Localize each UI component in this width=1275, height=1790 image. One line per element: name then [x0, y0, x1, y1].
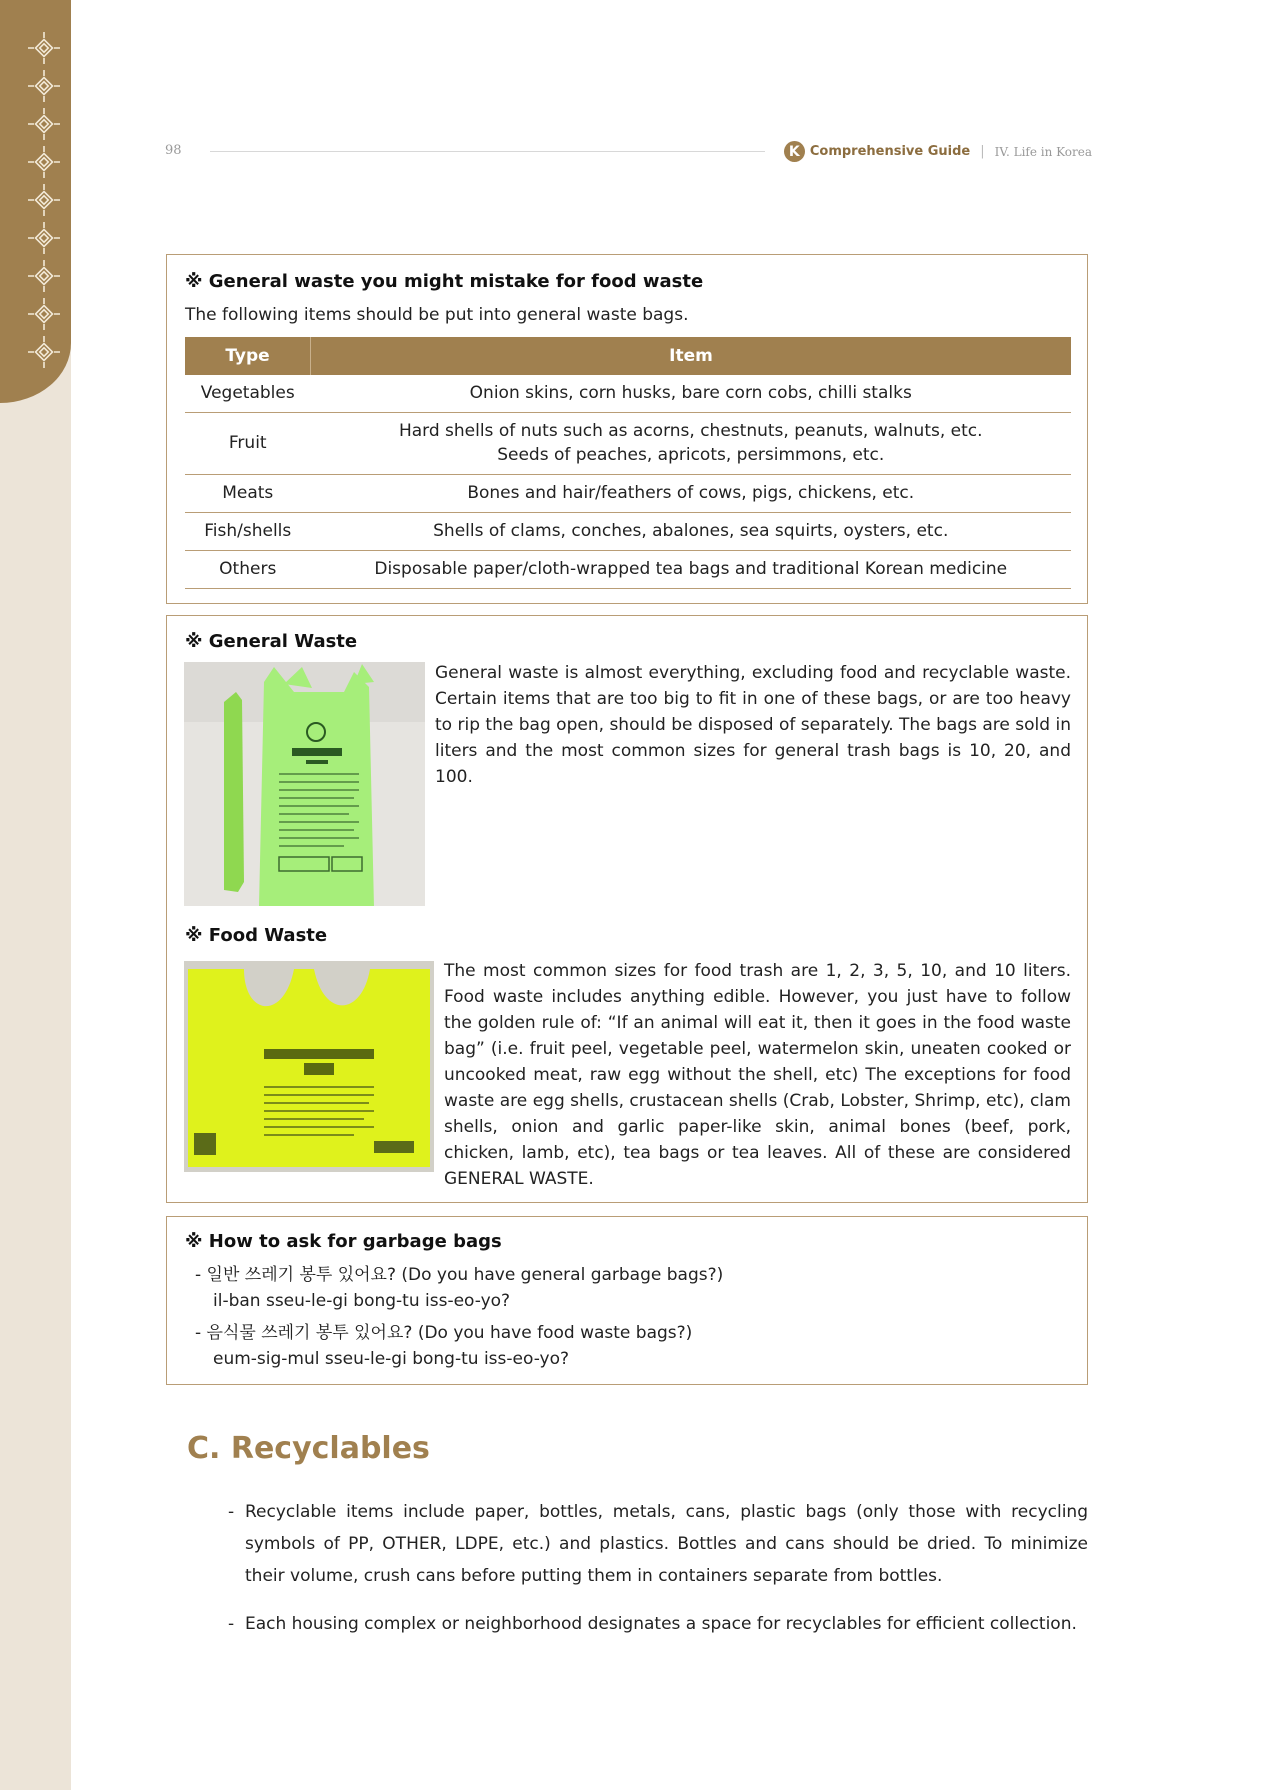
cell-type: Meats	[185, 474, 311, 512]
header-rule	[210, 151, 765, 152]
box-title: ※ General waste you might mistake for food waste	[185, 271, 704, 292]
ornament-icon	[24, 220, 64, 256]
table-row	[185, 412, 1071, 474]
general-waste-text: General waste is almost everything, excluding food and recyclable waste. Certain items that are too big to fit in one of these bags, or are too heavy to rip the bag open, should be disposed of separately. The bags are sold in liters and the most common sizes for general trash bags is 10, 20, and 100.	[435, 663, 1071, 787]
recycle-bullet	[228, 1496, 1088, 1592]
cell-item	[311, 412, 1072, 474]
sidebar-band	[0, 0, 71, 1790]
ornament-icon	[24, 106, 64, 142]
table-header-row	[185, 337, 1071, 375]
ornament-icon	[24, 68, 64, 104]
waste-table	[185, 337, 1071, 589]
food-bag-illustration	[184, 961, 434, 1172]
page-number: 98	[165, 143, 182, 158]
general-waste-bag-photo	[184, 662, 425, 906]
ornament-icon	[24, 144, 64, 180]
general-bag-illustration	[184, 662, 425, 906]
header-separator: |	[980, 144, 985, 159]
cell-type: Others	[185, 550, 311, 588]
cell-type: Fish/shells	[185, 512, 311, 550]
cell-item: Onion skins, corn husks, bare corn cobs, chilli stalks	[311, 375, 1072, 412]
general-waste-title: ※ General Waste	[185, 631, 358, 652]
waste-types-box	[166, 615, 1088, 1203]
bullet-text: Recyclable items include paper, bottles, metals, cans, plastic bags (only those with recycling symbols of PP, OTHER, LDPE, etc.) and plastics. Bottles and cans should be dried. To minimize their volume, crush cans before putting them in containers separate from bottles.	[245, 1502, 1088, 1586]
ornament-icon	[24, 182, 64, 218]
food-waste-title: ※ Food Waste	[185, 925, 328, 946]
cell-item: Shells of clams, conches, abalones, sea squirts, oysters, etc.	[311, 512, 1072, 550]
question-korean: - 음식물 쓰레기 봉투 있어요? (Do you have food waste bags?)	[195, 1323, 693, 1343]
table-row	[185, 474, 1071, 512]
cell-item-line: Seeds of peaches, apricots, persimmons, etc.	[497, 445, 885, 465]
question-romanized: il-ban sseu-le-gi bong-tu iss-eo-yo?	[213, 1291, 511, 1311]
sidebar-ornament-panel	[0, 0, 71, 403]
bullet-text: Each housing complex or neighborhood designates a space for recyclables for efficient collection.	[245, 1614, 1077, 1634]
cell-type: Vegetables	[185, 375, 311, 412]
ornament-icon	[24, 296, 64, 332]
ornament-icon	[24, 258, 64, 294]
food-waste-text: The most common sizes for food trash are 1, 2, 3, 5, 10, and 10 liters. Food waste includes anything edible. However, you just have to follow the golden rule of: “If an animal will eat it, then it goes in the food waste bag” (i.e. fruit peel, vegetable peel, watermelon skin, uneaten cooked or uncooked meat, raw egg without the shell, etc) The exceptions for food waste are egg shells, crustacean shells (Crab, Lobster, Shrimp, etc), clam shells, onion and garlic paper-like skin, animal bones (beef, pork, chicken, lamb, etc), tea bags or tea leaves. All of these are considered GENERAL WASTE.	[444, 961, 1071, 1189]
ask-garbage-bags-box	[166, 1216, 1088, 1385]
section-name: IV. Life in Korea	[994, 144, 1092, 159]
question-korean: - 일반 쓰레기 봉투 있어요? (Do you have general garbage bags?)	[195, 1265, 724, 1285]
food-waste-bag-photo	[184, 961, 434, 1172]
cell-type: Fruit	[185, 412, 311, 474]
cell-item: Disposable paper/cloth-wrapped tea bags and traditional Korean medicine	[311, 550, 1072, 588]
recycle-bullet	[228, 1608, 1088, 1640]
ornament-icon	[24, 334, 64, 370]
box-intro: The following items should be put into general waste bags.	[185, 305, 689, 325]
guide-title: Comprehensive Guide	[809, 144, 971, 159]
cell-item: Bones and hair/feathers of cows, pigs, chickens, etc.	[311, 474, 1072, 512]
ornament-icon	[24, 30, 64, 66]
running-header	[784, 141, 1092, 162]
section-heading: C. Recyclables	[187, 1431, 430, 1466]
column-header-type: Type	[185, 337, 311, 375]
column-header-item: Item	[311, 337, 1072, 375]
table-row	[185, 550, 1071, 588]
table-row	[185, 375, 1071, 412]
mistake-waste-box	[166, 254, 1088, 604]
question-romanized: eum-sig-mul sseu-le-gi bong-tu iss-eo-yo?	[213, 1349, 570, 1369]
k-logo-icon: K	[784, 141, 805, 162]
ask-title: ※ How to ask for garbage bags	[185, 1231, 502, 1252]
bullet-dash: -	[228, 1502, 235, 1522]
bullet-dash: -	[228, 1614, 235, 1634]
table-row	[185, 512, 1071, 550]
cell-item-line: Hard shells of nuts such as acorns, chestnuts, peanuts, walnuts, etc.	[398, 421, 983, 441]
